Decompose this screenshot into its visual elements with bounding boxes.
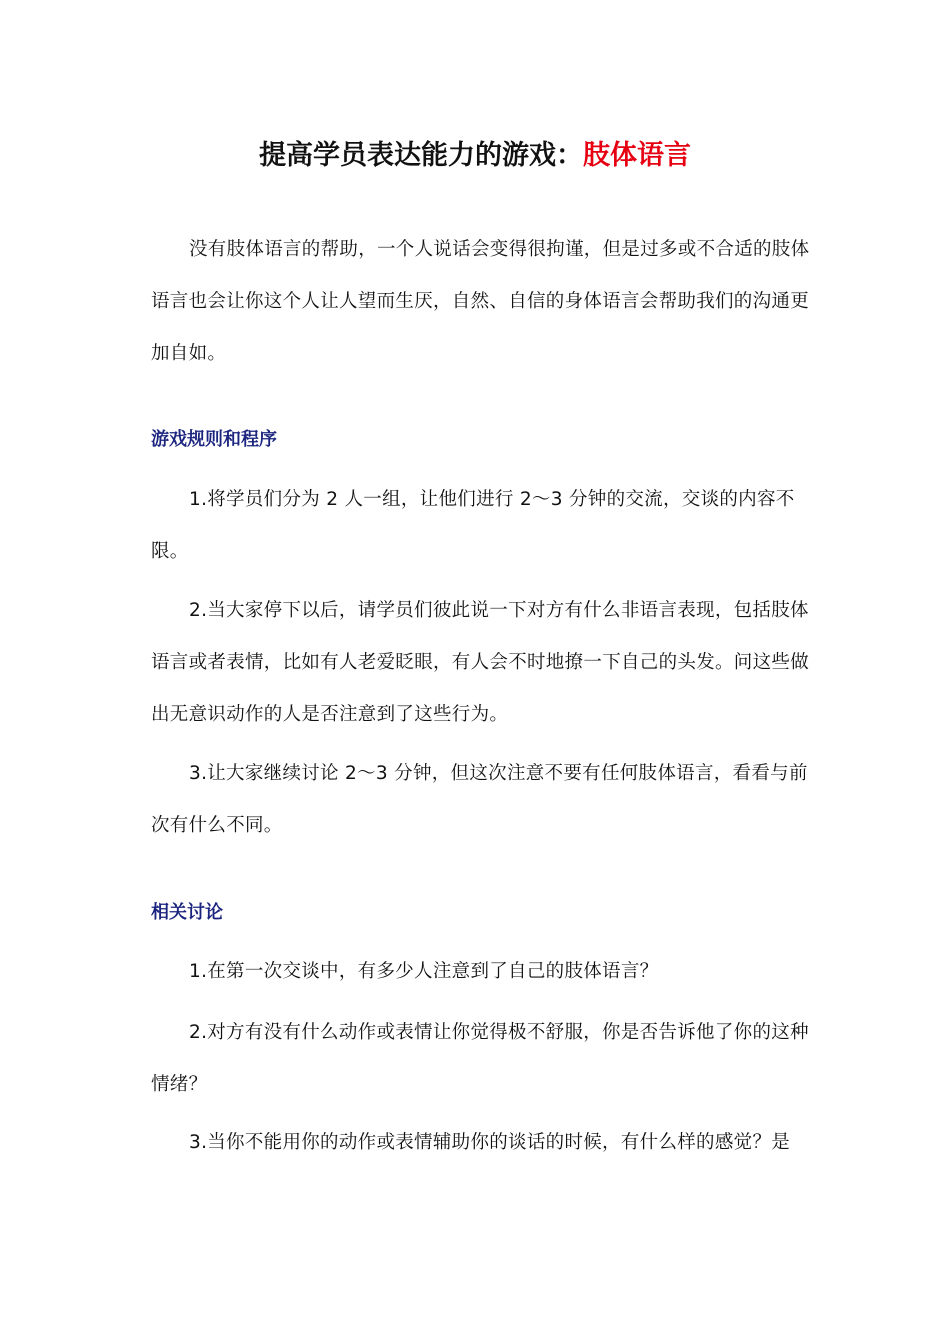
discussion-item-3: 3.当你不能用你的动作或表情辅助你的谈话的时候，有什么样的感觉？是 (189, 1132, 791, 1153)
rules-item-1: 1.将学员们分为 2 人一组，让他们进行 2～3 分钟的交流，交谈的内容不限。 (151, 489, 795, 562)
discussion-item-2: 2.对方有没有什么动作或表情让你觉得极不舒服，你是否告诉他了你的这种情绪？ (151, 1022, 809, 1095)
title-accent: 肢体语言 (583, 140, 691, 171)
section-heading-discussion: 相关讨论 (151, 902, 223, 923)
discussion-item-1: 1.在第一次交谈中，有多少人注意到了自己的肢体语言？ (189, 961, 659, 982)
title-main: 提高学员表达能力的游戏： (259, 140, 583, 171)
document-title (0, 136, 950, 176)
rules-item-3: 3.让大家继续讨论 2～3 分钟，但这次注意不要有任何肢体语言，看看与前次有什么不同。 (151, 763, 808, 836)
intro-paragraph: 没有肢体语言的帮助，一个人说话会变得很拘谨，但是过多或不合适的肢体语言也会让你这个人让人望而生厌，自然、自信的身体语言会帮助我们的沟通更加自如。 (151, 239, 810, 364)
rules-item-2: 2.当大家停下以后，请学员们彼此说一下对方有什么非语言表现，包括肢体语言或者表情，比如有人老爱眨眼，有人会不时地撩一下自己的头发。问这些做出无意识动作的人是否注意到了这些行为。 (151, 600, 810, 725)
section-heading-rules: 游戏规则和程序 (151, 429, 277, 450)
